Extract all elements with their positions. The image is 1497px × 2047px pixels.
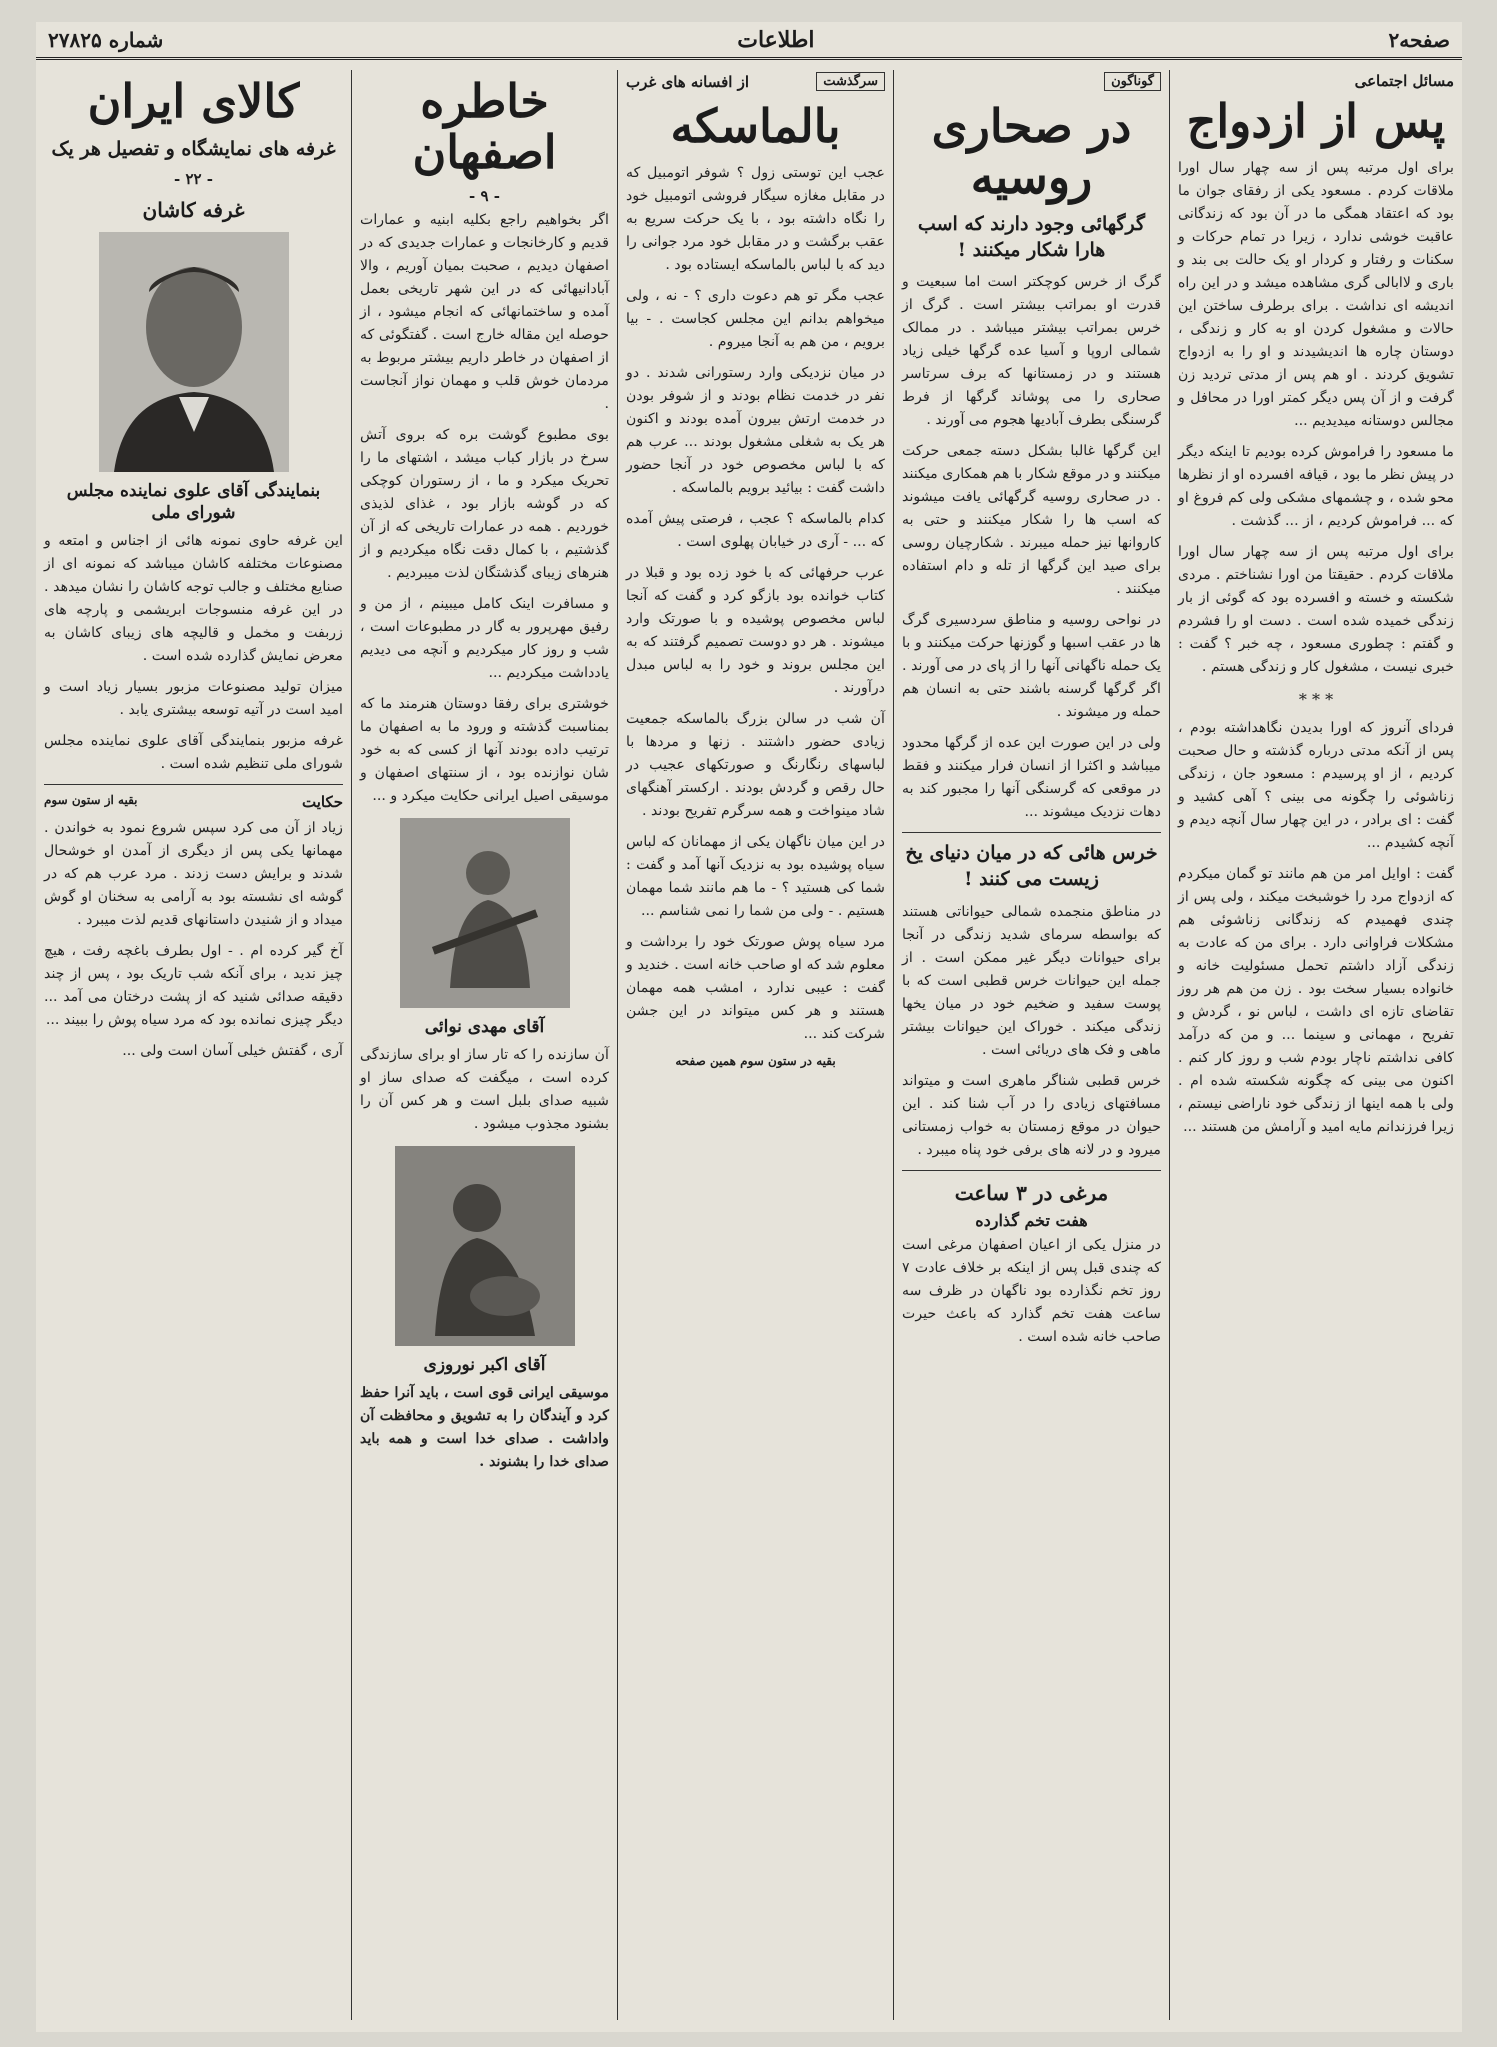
paragraph: این غرفه حاوی نمونه هائی از اجناس و امتعه و مصنوعات مختلفه کاشان میباشد که نمونه ای از صنایع مختلف و جالب توجه کاشان را نشان میدهد . در این غرفه منسوجات ابریشمی و پارچه های زربفت و مخمل و قالیچه های زیبای کاشان به معرض نمایش گذارده شده است . (44, 533, 343, 665)
issue-number: شماره ۲۷۸۲۵ (48, 27, 164, 52)
paper-name: اطلاعات (737, 26, 815, 53)
article-body (44, 817, 343, 1063)
section-divider: * * * (1298, 689, 1334, 709)
story-title: حکایت (301, 793, 343, 812)
column-rule (893, 70, 894, 2020)
photo-figure-head (453, 1184, 501, 1232)
paragraph: عجب مگر تو هم دعوت داری ؟ - نه ، ولی میخواهم بدانم این مجلس کجاست . - بیا برویم ، من هم به آنجا میروم . (626, 287, 885, 350)
column-isfahan-memory (352, 70, 617, 2020)
section-kashan-booth: غرفه کاشان (142, 198, 245, 223)
paragraph: ما مسعود را فراموش کرده بودیم تا اینکه دیگر در پیش نظر ما بود ، قیافه افسرده او از نظرها محو شده ، و چشمهای مشکی ولی کم فروغ او که ... فراموش کردیم ، از ... گذشت . (1178, 443, 1454, 529)
article-body (1178, 157, 1454, 1139)
article-body (902, 1234, 1161, 1349)
paragraph: عجب این توستی زول ؟ شوفر اتومبیل که در مقابل مغازه سیگار فروشی اتومبیل خود را نگاه داشته بود ، با یک حرکت سریع به عقب برگشت و در مقابل خود مرد جوانی را دید که با لباس بالماسکه ایستاده بود . (626, 164, 885, 273)
caption-akbar-nowruzi: آقای اکبر نوروزی (423, 1355, 546, 1376)
photo-mehdi-navaei (400, 818, 570, 1008)
continued-note: بقیه در ستون سوم همین صفحه (675, 1053, 836, 1068)
paragraph: در میان نزدیکی وارد رستورانی شدند . دو نفر در خدمت نظام بودند و از شوفر بودن در خدمت ارتش بیرون آمده بودند و اکنون هر یک به شغلی مشغول بودند ... عرب هم که با لباس مخصوص خود در آنجا حضور داشت گفت : بیائید برویم بالماسکه . (626, 364, 885, 496)
paragraph: در نواحی روسیه و مناطق سردسیری گرگ ها در عقب اسبها و گوزنها حرکت میکنند و با یک حمله ناگهانی آنها را از پای در می آورند . اگر گرگها گرسنه باشند حتی به انسان هم حمله ور میشوند . (902, 612, 1161, 721)
section-kicker: سرگذشت (816, 72, 885, 91)
headline-polar-bears: خرس هائی که در میان دنیای یخ زیست می کنند ! (905, 842, 1158, 891)
headline-isfahan-memory: خاطره اصفهان (412, 74, 557, 179)
paragraph: موسیقی ایرانی قوی است ، باید آنرا حفظ کرد و آیندگان را به تشویق و محافظت آن واداشت . صدای خدا است و همه باید صدای خدا را بشنوند . (360, 1385, 609, 1471)
column-rule (1169, 70, 1170, 2020)
paragraph: آخ گیر کرده ام . - اول بطرف باغچه رفت ، هیچ چیز ندید ، برای آنکه شب تاریک بود ، پس از چند دقیقه صدائی شنید که از پشت درختان می آمد ... دیگر چیزی نمانده بود که مرد سیاه پوش را ببیند ... (44, 943, 343, 1029)
column-after-marriage (1170, 70, 1462, 2020)
paragraph: کدام بالماسکه ؟ عجب ، فرصتی پیش آمده که ... - آری در خیابان پهلوی است . (626, 510, 885, 550)
photo-akbar-nowruzi (395, 1146, 575, 1346)
paragraph: آن سازنده را که تار ساز او برای سازندگی کرده است ، میگفت که صدای ساز او شبیه صدای بلبل است و هر کس آن را بشنود مجذوب میشود . (360, 1047, 609, 1133)
subheadline-hen: هفت تخم گذارده (975, 1210, 1088, 1230)
paragraph: در این میان ناگهان یکی از مهمانان که لباس سیاه پوشیده بود به نزدیک آنها آمد و گفت : شما کی هستید ؟ - ما هم مانند شما مهمان هستیم . - ولی من شما را نمی شناسم ... (626, 833, 885, 919)
section-kicker: گوناگون (1104, 72, 1161, 91)
column-rule (351, 70, 352, 2020)
subheadline-exhibition: غرفه های نمایشگاه و تفصیل هر یک (51, 137, 336, 160)
article-body (360, 1382, 609, 1474)
paragraph: بوی مطبوع گوشت بره که بروی آتش سرخ در بازار کباب میشد ، اشتهای ما را تحریک میکرد و ما ، از رستوران کوچکی که در گوشه بازار بود ، غذای لذیذی خوردیم . همه در عمارات تاریخی که از آن گذشتیم ، با کمال دقت نگاه میکردیم و از هنرهای زیبای گذشتگان لذت میبردیم . (360, 427, 609, 582)
paragraph: آن شب در سالن بزرگ بالماسکه جمعیت زیادی حضور داشتند . زنها و مردها با لباسهای رنگارنگ و صورتکهای عجیب در حال رقص و گردش بودند . ارکستر آهنگهای شاد مینواخت و همه سرگرم تفریح بودند . (626, 710, 885, 819)
kicker-row (626, 70, 885, 95)
column-rule (617, 70, 618, 2020)
portrait-face (146, 267, 242, 387)
paragraph: غرفه مزبور بنمایندگی آقای علوی نماینده مجلس شورای ملی تنظیم شده است . (44, 733, 343, 773)
paragraph: و مسافرت اینک کامل میبینم ، از من و رفیق مهرپرور به گار در مطبوعات است ، شب و روز کار میکردیم و آنچه می دیدیم یادداشت میکردیم ... (360, 596, 609, 682)
paragraph: خرس قطبی شناگر ماهری است و میتواند مسافتهای زیادی را در آب شنا کند . این حیوان در موقع زمستان به خواب زمستانی میرود و در لانه های برفی خود پناه میبرد . (902, 1072, 1161, 1158)
subheadline-wolves: گرگهائی وجود دارند که اسب هارا شکار میکنند ! (917, 213, 1146, 261)
headline-iranian-goods: کالای ایران (87, 74, 300, 128)
paragraph: برای اول مرتبه پس از سه چهار سال اورا ملاقات کردم . حقیقتا من اورا نشناختم . مردی شکسته و خسته و افسرده بود که گوئی از بار زندگی خمیده شده است . دست او را فشردم و گفتم : چطوری مسعود ، چه خبر ؟ گفت : خبری نیست ، مشغول کار و زندگی هستم . (1178, 543, 1454, 675)
section-kicker-secondary: از افسانه های غرب (626, 72, 750, 91)
story-header (44, 793, 343, 811)
caption-mehdi-navaei: آقای مهدی نوائی (424, 1017, 545, 1038)
paragraph: خوشتری برای رفقا دوستان هنرمند ما که بمناسبت گذشته و ورود ما به اصفهان ما ترتیب داده بودند آنها از کسی که به خود شان نوازنده بود ، از سنتهای اصفهان و موسیقی اصیل ایرانی حکایت میکرد و ... (360, 696, 609, 805)
section-kicker: مسائل اجتماعی (1354, 72, 1454, 90)
headline-after-marriage: پس از ازدواج (1186, 94, 1446, 148)
paragraph: عرب حرفهائی که با خود زده بود و قبلا در کتاب خوانده بود بازگو کرد و گفت که آنجا لباس مخصوص پوشیده و با صورتک وارد میشوند . هر دو دوست تصمیم گرفتند که به این مجلس بروند و خود را به لباس مبدل درآورند . (626, 564, 885, 696)
paragraph: زیاد از آن می کرد سپس شروع نمود به خواندن . مهمانها یکی پس از دیگری از آمدن او خوشحال شدند و برایش دست زدند . مرد عرب هم که در گوشه ای نشسته بود به آرامی به سخنان او گوش میداد و از شنیدن داستانهای قدیم لذت میبرد . (44, 820, 343, 929)
column-iranian-goods (36, 70, 351, 2020)
installment-number: - ۲۲ - (173, 170, 214, 189)
article-body (626, 162, 885, 1046)
headline-masquerade: بالماسکه (670, 99, 841, 153)
paragraph: در منزل یکی از اعیان اصفهان مرغی است که چندی قبل پس از اینکه بر خلاف عادت ۷ روز تخم نگذارده بود ناگهان در ظرف سه ساعت هفت تخم گذارد که باعث حیرت صاحب خانه شده است . (902, 1236, 1161, 1345)
article-body (360, 209, 609, 808)
article-body (902, 901, 1161, 1162)
paragraph: آری ، گفتش خیلی آسان است ولی ... (122, 1043, 343, 1060)
installment-number: - ۹ - (469, 187, 500, 206)
paragraph: مرد سیاه پوش صورتک خود را برداشت و معلوم شد که او صاحب خانه است . خندید و گفت : عیبی ندارد ، امشب همه مهمان هستند و هر کس میتواند در این جشن شرکت کند ... (626, 933, 885, 1042)
separator (44, 784, 343, 785)
paragraph: گرگ از خرس کوچکتر است اما سبعیت و قدرت او بمراتب بیشتر است . گرگ از خرس بمراتب بیشتر میباشد . در ممالک شمالی اروپا و آسیا عده گرگها خیلی زیاد هستند و در زمستانها که برف سرتاسر صحاری را می پوشاند گرگها از فرط گرسنگی بطرف آبادیها هجوم می آورند . (902, 274, 1161, 429)
paragraph: فردای آنروز که اورا بدیدن نگاهداشته بودم ، پس از آنکه مدتی درباره گذشته و حال صحبت کردیم ، از او پرسیدم : مسعود جان ، زندگی زناشوئی را چگونه می بینی ؟ آهی کشید و گفت : ای برادر ، در این چهار سال آنچه دیدم و آنچه کشیدم ... (1178, 719, 1454, 851)
headline-hen: مرغی در ۳ ساعت (954, 1180, 1109, 1205)
separator (902, 832, 1161, 833)
paragraph: میزان تولید مصنوعات مزبور بسیار زیاد است و امید است در آتیه توسعه بیشتری یابد . (44, 679, 343, 719)
headline-russian-steppes: در صحاری روسیه (931, 99, 1132, 204)
page-number: صفحه۲ (1388, 27, 1450, 52)
caption-alavi: بنمایندگی آقای علوی نماینده مجلس شورای ملی (66, 481, 321, 524)
newspaper-page (36, 22, 1462, 2032)
paragraph: گفت : اوایل امر من هم مانند تو گمان میکردم که ازدواج مرد را خوشبخت میکند ، ولی پس از چندی فهمیدم که زندگانی زناشوئی هم مشکلات فراوانی دارد . برای من که عادت به زندگی آزاد داشتم تحمل مسئولیت خانه و خانواده بسیار سخت بود . زن من هم هر روز تقاضای تازه ای داشت ، لباس نو ، گردش و تفریح ، مهمانی و سینما ... و من که درآمد کافی نداشتم ناچار بودم شب و روز کار کنم . اکنون می بینی که چگونه شکسته شده ام . ولی با همه اینها از زندگی خود ناراضی نیستم ، زیرا فرزندانم مایه امید و آرامش من هستند ... (1178, 865, 1454, 1135)
story-continued: بقیه از ستون سوم (44, 793, 138, 808)
separator (902, 1170, 1161, 1171)
portrait-photo (99, 232, 289, 472)
paragraph: این گرگها غالبا بشکل دسته جمعی حرکت میکنند و در موقع شکار با هم همکاری میکنند . در صحاری روسیه گرگهائی یافت میشوند که اسب ها را شکار میکنند و حتی به کاروانها نیز حمله میبرند . شکارچیان روسی برای صید این گرگها از تله و دام استفاده میکنند . (902, 443, 1161, 598)
column-russian-steppes (894, 70, 1169, 2020)
article-body (902, 271, 1161, 824)
paragraph: در مناطق منجمده شمالی حیواناتی هستند که بواسطه سرمای شدید زندگی در آنجا برای حیوانات دیگر غیر ممکن است . از جمله این حیوانات خرس قطبی است که با پوست سفید و ضخیم خود در میان یخها زندگی میکند . خوراک این حیوانات بیشتر ماهی و فک های دریائی است . (902, 903, 1161, 1058)
masthead (36, 22, 1462, 60)
column-masquerade (618, 70, 893, 2020)
paragraph: برای اول مرتبه پس از سه چهار سال اورا ملاقات کردم . مسعود یکی از رفقای جوان ما بود که اعتقاد همگی ما در آن بود که زندگانی عاقبت خوشی ندارد ، زیرا در تمام حرکات و سکنات و رفتار و کردار او یک حالت بی بند و باری و لاابالی گری مشاهده میشد و در این راه اندیشه ای نداشت . برای برطرف ساختن این حالات و مشغول کردن او به کار و زندگی ، دوستان چاره ها اندیشیدند و او را به ازدواج تشویق کردند . او هم پس از مدتی تردید زن گرفت و از آن پس دیگر کمتر اورا در محافل و مجالس دوستانه میدیدیم ... (1178, 159, 1454, 429)
photo-figure-head (466, 851, 510, 895)
paragraph: ولی در این صورت این عده از گرگها محدود میباشد و اکثرا از انسان فرار میکنند و فقط در موقعی که گرسنگی آنها را مجبور کند به دهات نزدیک میشوند ... (902, 735, 1161, 821)
article-body (44, 530, 343, 776)
article-body (360, 1044, 609, 1136)
photo-instrument (470, 1276, 540, 1316)
paragraph: اگر بخواهیم راجع بکلیه ابنیه و عمارات قدیم و کارخانجات و عمارات جدیدی که در اصفهان دیدیم ، صحبت بمیان آوریم ، والا آبادانیهائی که در این شهر تاریخی بعمل آمده و ساختمانهائی که انجام میشود ، از حوصله این مقاله خارج است . گفتگوئی که از اصفهان در خاطر داریم بیشتر مربوط به مردمان خوش قلب و مهمان نواز آنجاست . (360, 212, 609, 413)
